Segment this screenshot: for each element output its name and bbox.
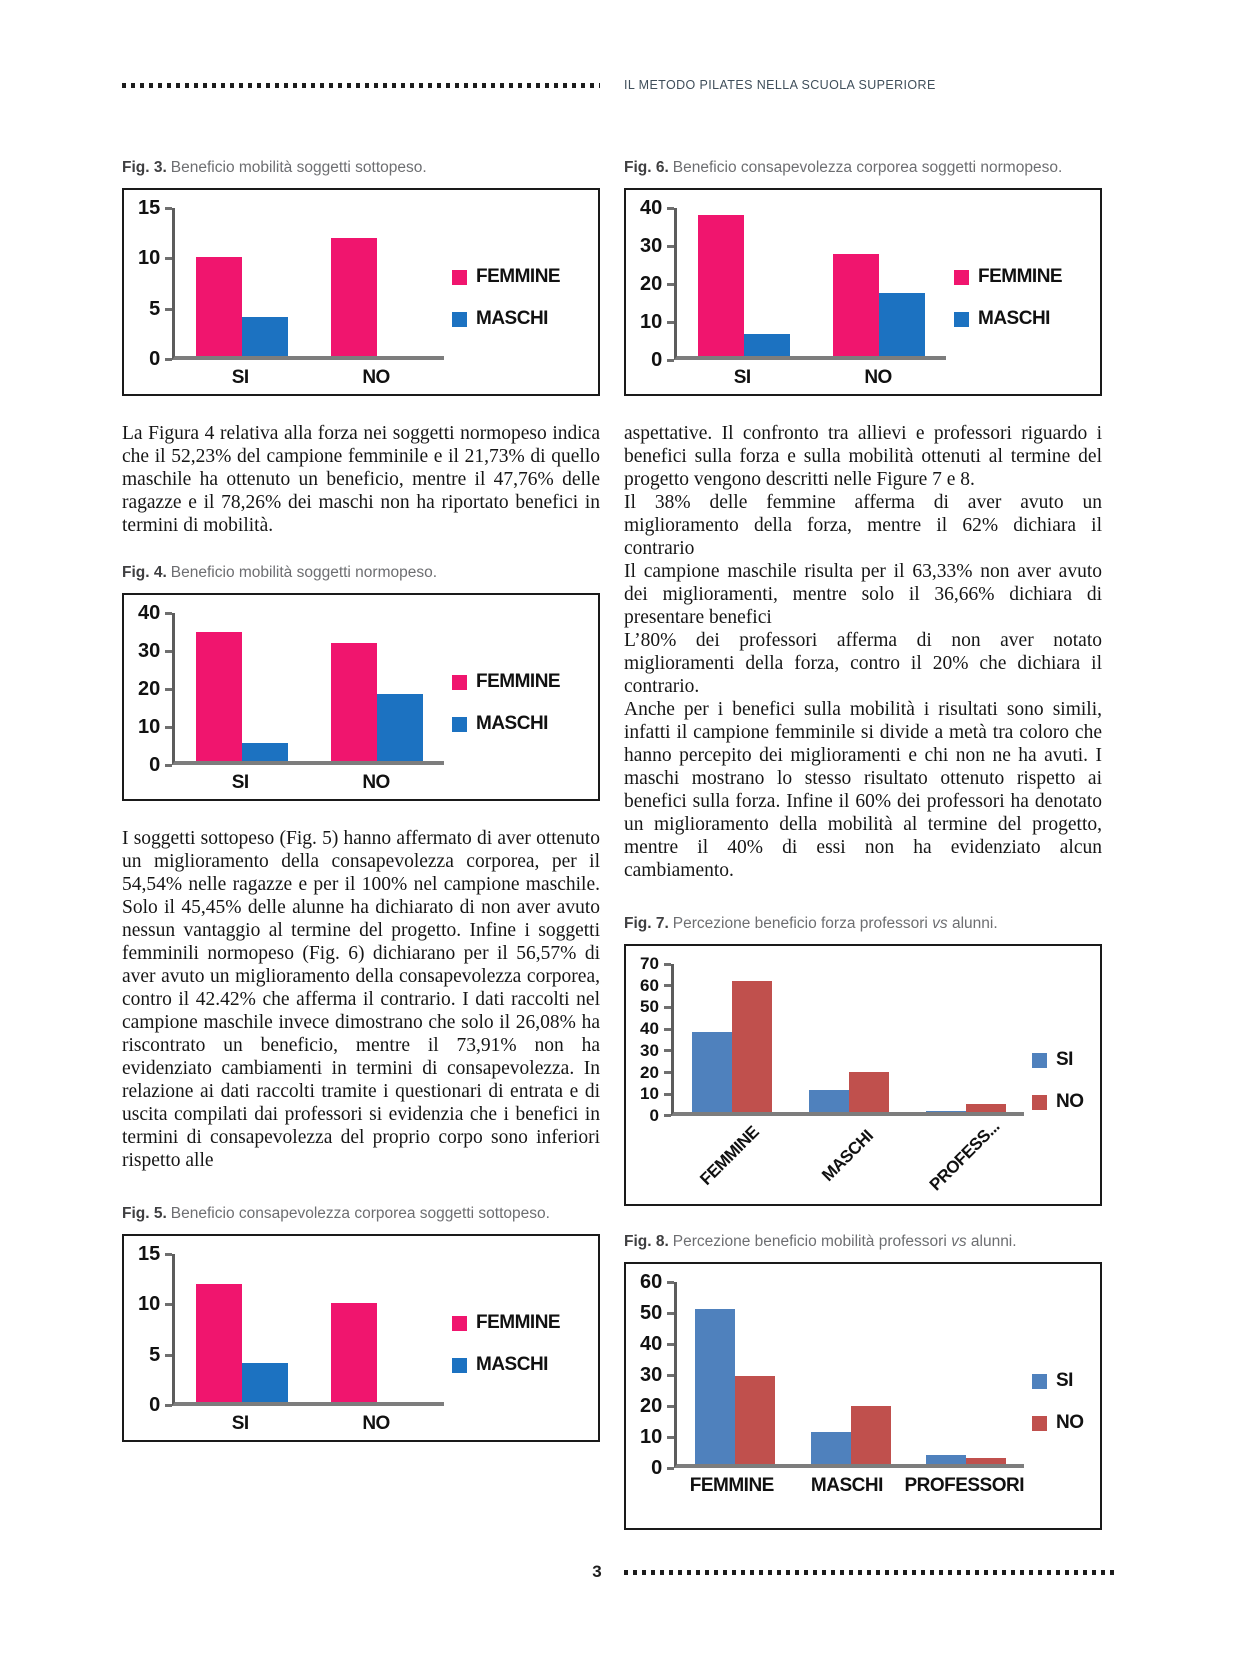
running-head: IL METODO PILATES NELLA SCUOLA SUPERIORE — [624, 78, 936, 92]
y-axis: 15 10 5 0 — [138, 196, 161, 371]
legend — [1024, 1280, 1090, 1524]
legend-swatch-icon — [452, 1316, 467, 1331]
plot-area — [172, 208, 444, 360]
legend-label: FEMMINE — [476, 671, 561, 692]
chart-fig6 — [624, 188, 1102, 396]
bar-group-maschi — [791, 964, 908, 1112]
bar-group-professori — [908, 1282, 1024, 1464]
paragraph: La Figura 4 relativa alla forza nei soggetti normopeso indica che il 52,23% del campione femminile e il 21,73% di quello maschile ha ottenuto un beneficio, mentre il 47,76% delle ragazze e il 78,26% dei maschi non ha riportato benefici in termini di mobilità. — [122, 423, 600, 536]
footer-dotted-rule — [624, 1570, 1118, 1575]
plot-wrap — [172, 613, 444, 795]
bar-femmine-no — [331, 238, 377, 356]
legend-label: SI — [1056, 1370, 1073, 1391]
legend-label: MASCHI — [476, 713, 548, 734]
legend-swatch-icon — [1032, 1053, 1047, 1068]
x-tick-label: PROFESS... — [926, 1116, 1004, 1195]
legend-item-maschi — [452, 713, 588, 735]
caption-text: Beneficio mobilità soggetti normopeso. — [170, 564, 438, 581]
legend-label: MASCHI — [978, 308, 1050, 329]
legend-item-femmine — [954, 266, 1090, 288]
chart-inner — [124, 595, 598, 799]
chart-inner — [626, 190, 1100, 394]
bar-group-femmine — [674, 964, 791, 1112]
plot-wrap — [674, 1282, 1024, 1524]
page-header — [122, 78, 1118, 92]
figure-4 — [122, 563, 600, 801]
page-number: 3 — [592, 1562, 602, 1581]
y-axis: 70 60 50 40 30 20 10 0 — [640, 954, 659, 1125]
plot-area — [172, 1254, 444, 1406]
bar-maschi-si — [242, 317, 288, 356]
right-column — [624, 158, 1102, 1556]
plot-wrap — [671, 964, 1024, 1200]
paragraph: L’80% dei professori afferma di non aver notato miglioramenti della forza, contro il 20% che dichiara il contrario. — [624, 630, 1102, 697]
figure-7-caption — [624, 914, 1102, 934]
legend-item-no — [1032, 1091, 1090, 1113]
bar-group-no — [812, 208, 946, 356]
x-tick-label: SI — [733, 367, 751, 388]
chart-inner — [124, 190, 598, 394]
page-footer — [122, 1562, 1118, 1582]
plot-wrap — [172, 208, 444, 390]
plot-area — [172, 613, 444, 765]
caption-text: Beneficio consapevolezza corporea soggetti normopeso. — [672, 159, 1063, 176]
bar-femmine-si — [698, 215, 744, 356]
caption-label: Fig. 6. — [624, 159, 669, 176]
legend-item-no — [1032, 1412, 1090, 1434]
chart-inner — [626, 946, 1100, 1204]
x-tick-label: PROFESSORI — [904, 1475, 1025, 1496]
caption-text: alunni. — [947, 915, 998, 932]
bar-group-no — [310, 208, 444, 356]
bar-femmine-no — [833, 254, 879, 356]
legend-item-maschi — [452, 1354, 588, 1376]
left-text-block-2 — [122, 827, 600, 1172]
y-axis: 40 30 20 10 0 — [138, 601, 161, 776]
bar-si-femmine — [692, 1032, 732, 1112]
x-tick-label: NO — [362, 772, 390, 793]
bar-maschi-si — [242, 1363, 288, 1402]
legend-swatch-icon — [452, 717, 467, 732]
x-tick-label: SI — [231, 772, 249, 793]
bar-femmine-no — [331, 643, 377, 761]
left-text-block-1 — [122, 422, 600, 537]
caption-text: Percezione beneficio mobilità professori — [672, 1233, 952, 1250]
x-tick-label: FEMMINE — [689, 1475, 774, 1496]
legend-label: NO — [1056, 1091, 1084, 1112]
y-axis: 60 50 40 30 20 10 0 — [640, 1270, 663, 1479]
caption-label: Fig. 5. — [122, 1205, 167, 1222]
legend-swatch-icon — [954, 312, 969, 327]
legend-label: FEMMINE — [978, 266, 1063, 287]
figure-8-caption — [624, 1232, 1102, 1252]
x-tick-label: NO — [362, 1413, 390, 1434]
bar-group-si — [175, 613, 309, 761]
caption-text: Beneficio mobilità soggetti sottopeso. — [170, 159, 427, 176]
figure-5 — [122, 1204, 600, 1442]
legend-label: NO — [1056, 1412, 1084, 1433]
bar-no-professori — [966, 1458, 1006, 1464]
x-axis-labels — [172, 1406, 444, 1435]
x-tick-label: FEMMINE — [696, 1122, 763, 1189]
bar-group-si — [677, 208, 811, 356]
legend-item-maschi — [452, 308, 588, 330]
chart-inner — [626, 1264, 1100, 1528]
bar-si-professori — [926, 1455, 966, 1464]
x-axis-labels — [671, 1116, 1024, 1196]
legend-label: MASCHI — [476, 1354, 548, 1375]
y-axis: 15 10 5 0 — [138, 1242, 161, 1417]
caption-text: alunni. — [966, 1233, 1017, 1250]
caption-label: Fig. 3. — [122, 159, 167, 176]
x-tick-label: MASCHI — [817, 1126, 877, 1186]
legend — [444, 611, 588, 795]
bar-no-maschi — [851, 1406, 891, 1464]
x-axis-labels — [172, 765, 444, 794]
bar-femmine-no — [331, 1303, 377, 1402]
legend — [946, 206, 1090, 390]
figure-3 — [122, 158, 600, 396]
legend-swatch-icon — [1032, 1095, 1047, 1110]
bar-si-femmine — [695, 1309, 735, 1464]
legend-item-si — [1032, 1370, 1090, 1392]
chart-fig4 — [122, 593, 600, 801]
legend-swatch-icon — [452, 270, 467, 285]
bar-group-femmine — [677, 1282, 793, 1464]
caption-label: Fig. 7. — [624, 915, 669, 932]
figure-4-caption — [122, 563, 600, 583]
chart-fig5 — [122, 1234, 600, 1442]
legend-item-femmine — [452, 671, 588, 693]
paragraph: Il 38% delle femmine afferma di aver avuto un miglioramento della forza, mentre il 62% dichiara il contrario — [624, 492, 1102, 559]
chart-inner — [124, 1236, 598, 1440]
bar-femmine-si — [196, 632, 242, 762]
legend-item-si — [1032, 1049, 1090, 1071]
bar-maschi-si — [242, 743, 288, 762]
legend-swatch-icon — [452, 312, 467, 327]
caption-text: Percezione beneficio forza professori — [672, 915, 933, 932]
plot-wrap — [172, 1254, 444, 1436]
bar-group-si — [175, 208, 309, 356]
legend-item-femmine — [452, 1312, 588, 1334]
caption-text: Beneficio consapevolezza corporea soggetti sottopeso. — [170, 1205, 550, 1222]
bar-si-maschi — [811, 1432, 851, 1464]
legend-label: MASCHI — [476, 308, 548, 329]
legend-swatch-icon — [1032, 1374, 1047, 1389]
paragraph: I soggetti sottopeso (Fig. 5) hanno affermato di aver ottenuto un miglioramento della consapevolezza corporea, per il 54,54% nelle ragazze e per il 100% nel campione maschile. Solo il 45,45% delle alunne ha dichiarato di non aver avuto nessun vantaggio al termine del progetto. Infine i soggetti femminili normopeso (Fig. 6) dichiarano per il 56,57% di aver avuto un miglioramento della consapevolezza corporea, contro il 42.42% che afferma il contrario. I dati raccolti nel campione maschile invece dimostrano che solo il 26,08% ha riscontrato un beneficio, mentre il 73,91% non ha evidenziato cambiamenti in termini di consapevolezza. In relazione ai dati raccolti tramite i questionari di entrata e di uscita compilati dai professori si evidenzia che i benefici in termini di consapevolezza del proprio corpo sono inferiori rispetto alle — [122, 828, 600, 1171]
bar-femmine-si — [196, 1284, 242, 1402]
caption-label: Fig. 8. — [624, 1233, 669, 1250]
legend-swatch-icon — [1032, 1416, 1047, 1431]
legend — [444, 206, 588, 390]
legend-swatch-icon — [954, 270, 969, 285]
page-content — [122, 158, 1118, 1556]
legend-item-maschi — [954, 308, 1090, 330]
plot-area — [674, 1282, 1024, 1468]
bar-group-profess — [907, 964, 1024, 1112]
chart-fig7 — [624, 944, 1102, 1206]
caption-vs: vs — [951, 1233, 967, 1250]
x-axis-labels — [674, 360, 946, 389]
bar-maschi-si — [744, 334, 790, 356]
left-column — [122, 158, 600, 1556]
paragraph: aspettative. Il confronto tra allievi e professori riguardo i benefici sulla forza e sulla mobilità ottenuti al termine del progetto vengono descritti nelle Figure 7 e 8. — [624, 423, 1102, 490]
chart-fig3 — [122, 188, 600, 396]
legend — [1024, 962, 1090, 1200]
bar-femmine-si — [196, 257, 242, 356]
x-axis-labels — [674, 1468, 1024, 1497]
bar-maschi-no — [377, 694, 423, 761]
chart-fig8 — [624, 1262, 1102, 1530]
legend-label: FEMMINE — [476, 1312, 561, 1333]
y-axis: 40 30 20 10 0 — [640, 196, 663, 371]
legend-label: SI — [1056, 1049, 1073, 1070]
plot-wrap — [674, 208, 946, 390]
figure-7 — [624, 914, 1102, 1206]
legend-swatch-icon — [452, 675, 467, 690]
x-tick-label: NO — [362, 367, 390, 388]
bar-group-no — [310, 613, 444, 761]
paragraph: Il campione maschile risulta per il 63,33% non aver avuto dei miglioramenti, mentre solo il 36,66% dichiara di presentare benefici — [624, 561, 1102, 628]
figure-6-caption — [624, 158, 1102, 178]
legend-label: FEMMINE — [476, 266, 561, 287]
bar-no-femmine — [735, 1376, 775, 1464]
x-tick-label: MASCHI — [810, 1475, 883, 1496]
figure-6 — [624, 158, 1102, 396]
legend-swatch-icon — [452, 1358, 467, 1373]
figure-8 — [624, 1232, 1102, 1530]
plot-area — [674, 208, 946, 360]
bar-maschi-no — [879, 293, 925, 356]
caption-vs: vs — [932, 915, 948, 932]
x-tick-label: NO — [864, 367, 892, 388]
bar-group-no — [310, 1254, 444, 1402]
bar-group-maschi — [793, 1282, 909, 1464]
paragraph: Anche per i benefici sulla mobilità i risultati sono simili, infatti il campione femminile si divide a metà tra coloro che hanno percepito dei miglioramenti e chi non ne ha avuti. I maschi mostrano lo stesso risultato ottenuto rispetto ai benefici sulla forza. Infine il 60% dei professori ha denotato un miglioramento della mobilità al termine del progetto, mentre il 40% di essi non ha evidenziato alcun cambiamento. — [624, 699, 1102, 881]
x-tick-label: SI — [231, 1413, 249, 1434]
figure-5-caption — [122, 1204, 600, 1224]
bar-group-si — [175, 1254, 309, 1402]
right-text-block — [624, 422, 1102, 882]
caption-label: Fig. 4. — [122, 564, 167, 581]
legend-item-femmine — [452, 266, 588, 288]
legend — [444, 1252, 588, 1436]
header-dotted-rule — [122, 83, 600, 88]
figure-3-caption — [122, 158, 600, 178]
x-axis-labels — [172, 360, 444, 389]
x-tick-label: SI — [231, 367, 249, 388]
